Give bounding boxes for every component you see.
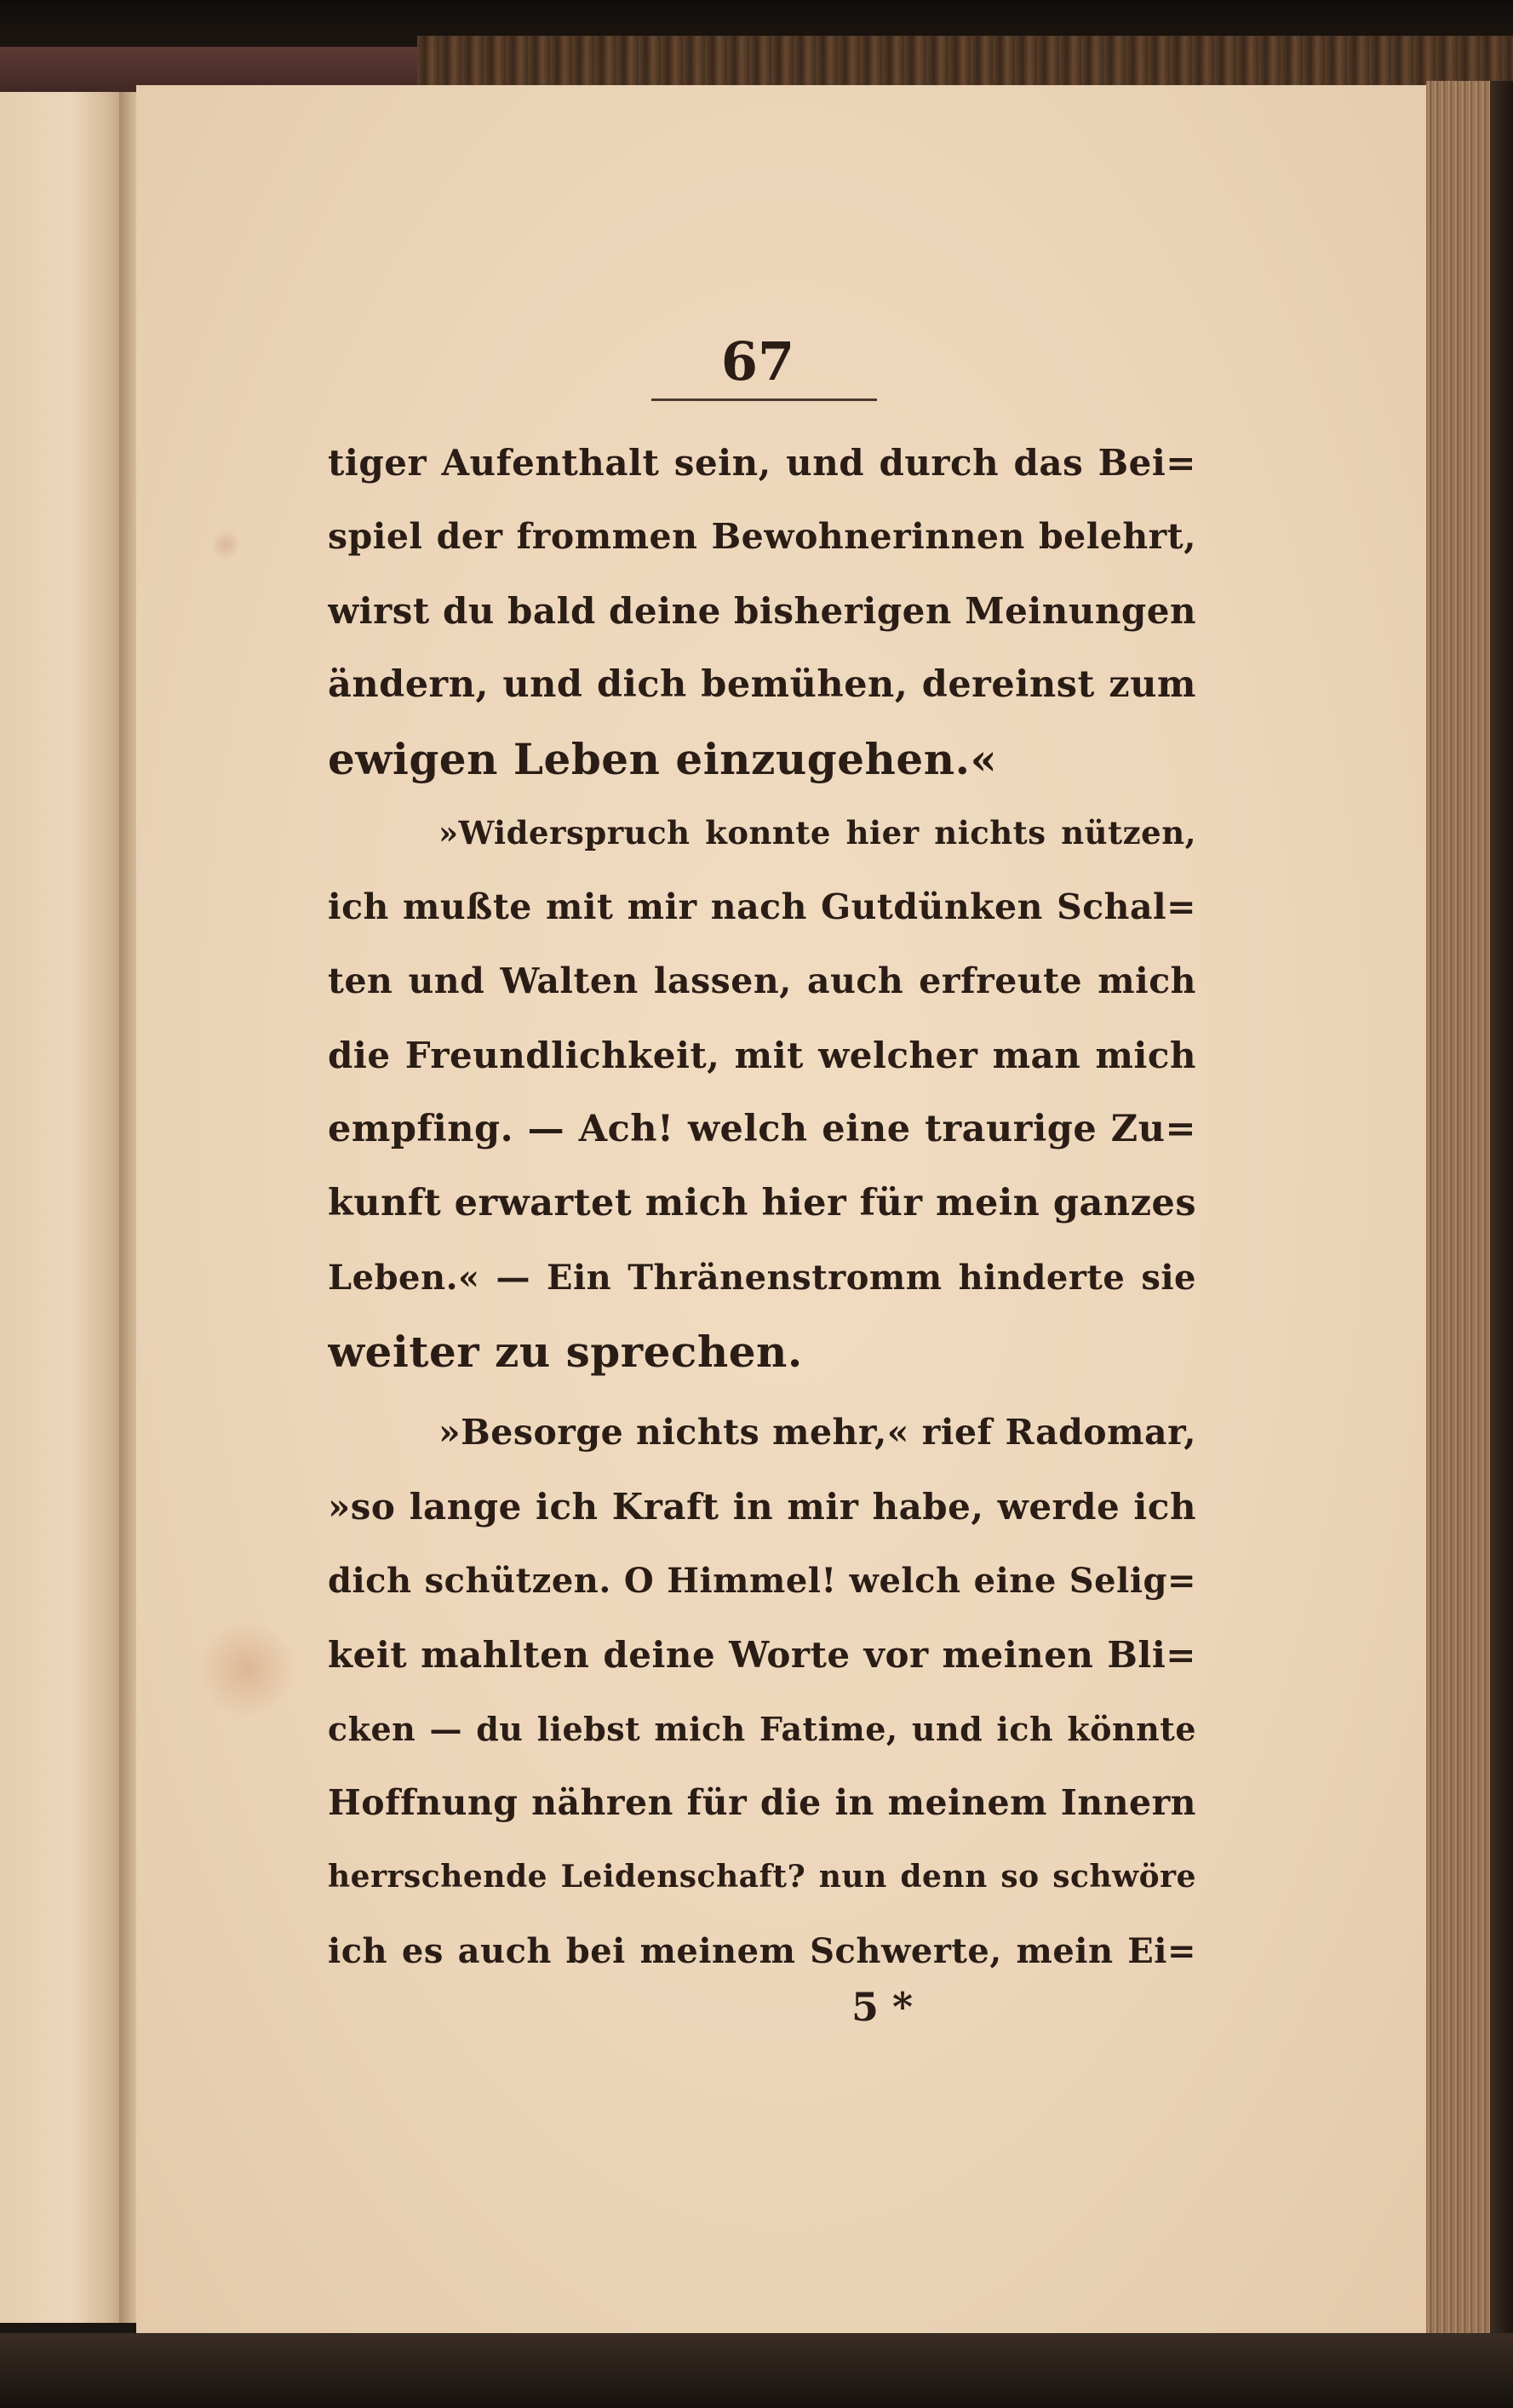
signature-mark: 5 * [851,1984,914,2030]
text-line: ewigen Leben einzugehen.« [328,734,998,784]
text-line: Leben.« — Ein Thränenstromm hinderte sie [328,1258,1196,1298]
text-line: dich schützen. O Himmel! welch eine Selig= [328,1561,1196,1601]
page-block-edges [1426,81,1494,2346]
page-text [328,426,1196,1988]
text-line: ich es auch bei meinem Schwerte, mein Ei= [328,1931,1196,1971]
text-line: tiger Aufenthalt sein, und durch das Bei= [328,442,1196,484]
text-line: »Widerspruch konnte hier nichts nützen, [438,814,1196,851]
text-line: Hoffnung nähren für die in meinem Innern [328,1782,1196,1823]
text-line: wirst du bald deine bisherigen Meinungen [328,590,1196,632]
book-cover-bottom [0,2333,1513,2408]
text-line: ich mußte mit mir nach Gutdünken Schal= [328,886,1196,927]
previous-page-edge [0,92,128,2323]
page-number: 67 [720,330,795,393]
text-line: ten und Walten lassen, auch erfreute mich [328,960,1196,1001]
text-line: keit mahlten deine Worte vor meinen Bli= [328,1634,1196,1676]
text-line: die Freundlichkeit, mit welcher man mich [328,1035,1196,1076]
page-number-rule [651,398,877,401]
text-line: cken — du liebst mich Fatime, und ich könnte [328,1710,1196,1748]
paper-stain-small [213,528,238,562]
text-line: »Besorge nichts mehr,« rief Radomar, [438,1412,1196,1453]
text-line: kunft erwartet mich hier für mein ganzes [328,1182,1196,1224]
page-block-shadow [1490,81,1513,2363]
text-line: ändern, und dich bemühen, dereinst zum [328,663,1196,706]
text-line: weiter zu sprechen. [328,1327,803,1377]
text-line: empfing. — Ach! welch eine traurige Zu= [328,1108,1196,1150]
text-line: spiel der frommen Bewohnerinnen belehrt, [328,516,1196,557]
text-line: herrschende Leidenschaft? nun denn so schwöre [328,1859,1196,1895]
paper-stain [200,1618,294,1720]
text-line: »so lange ich Kraft in mir habe, werde ich [328,1486,1196,1528]
